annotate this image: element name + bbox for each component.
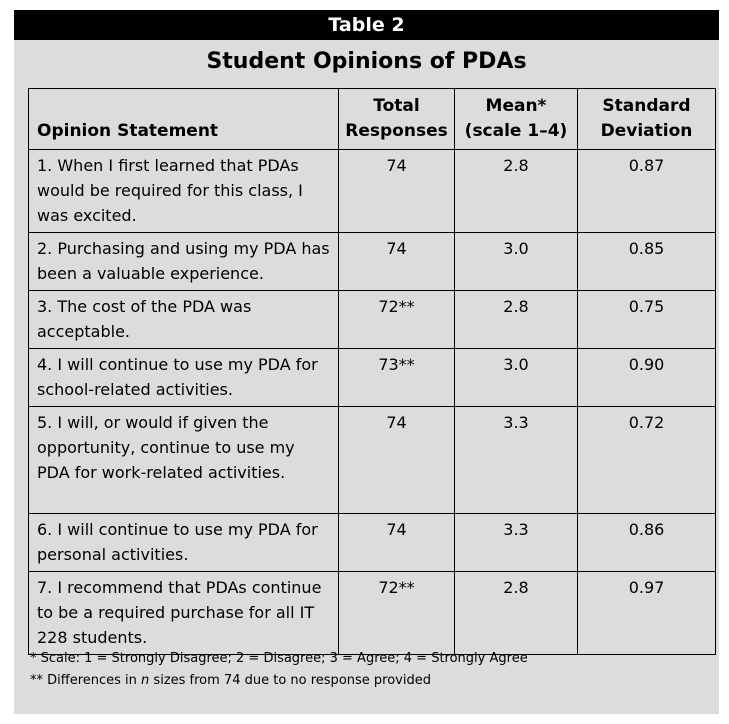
sample-size-note-n: n xyxy=(141,673,150,688)
total-responses-cell: 72** xyxy=(339,572,455,655)
table-row xyxy=(29,291,716,349)
total-responses-cell: 73** xyxy=(339,349,455,407)
opinion-statement-cell: 6. I will continue to use my PDA for personal activities. xyxy=(29,514,339,572)
total-responses-cell: 74 xyxy=(339,407,455,514)
header-row xyxy=(29,89,716,150)
table-row xyxy=(29,572,716,655)
mean-cell: 3.0 xyxy=(455,349,578,407)
standard-deviation-cell: 0.86 xyxy=(578,514,716,572)
standard-deviation-cell: 0.72 xyxy=(578,407,716,514)
opinion-statement-cell: 1. When I first learned that PDAs would be required for this class, I was excited. xyxy=(29,150,339,233)
total-responses-cell: 72** xyxy=(339,291,455,349)
mean-cell: 2.8 xyxy=(455,291,578,349)
sample-size-note-suffix: sizes from 74 due to no response provided xyxy=(149,673,431,688)
total-responses-cell: 74 xyxy=(339,514,455,572)
table-title: Student Opinions of PDAs xyxy=(206,49,527,74)
standard-deviation-cell: 0.90 xyxy=(578,349,716,407)
mean-cell: 2.8 xyxy=(455,572,578,655)
table-row xyxy=(29,514,716,572)
header-sd-line-2: Deviation xyxy=(600,121,693,141)
standard-deviation-cell: 0.87 xyxy=(578,150,716,233)
sample-size-note xyxy=(30,670,528,692)
mean-cell: 3.3 xyxy=(455,407,578,514)
table-label: Table 2 xyxy=(14,10,719,40)
header-mean-line-1: Mean* xyxy=(485,96,547,116)
mean-cell: 2.8 xyxy=(455,150,578,233)
header-opinion-statement-text: Opinion Statement xyxy=(37,121,219,141)
opinion-statement-cell: 5. I will, or would if given the opportunity, continue to use my PDA for work-related activities. xyxy=(29,407,339,514)
standard-deviation-cell: 0.97 xyxy=(578,572,716,655)
total-responses-cell: 74 xyxy=(339,233,455,291)
opinion-statement-cell: 3. The cost of the PDA was acceptable. xyxy=(29,291,339,349)
header-standard-deviation xyxy=(578,89,716,150)
header-total-line-1: Total xyxy=(373,96,420,116)
table-row xyxy=(29,407,716,514)
total-responses-cell: 74 xyxy=(339,150,455,233)
opinion-statement-cell: 7. I recommend that PDAs continue to be a required purchase for all IT 228 students. xyxy=(29,572,339,655)
table-row xyxy=(29,150,716,233)
header-total-responses xyxy=(339,89,455,150)
header-opinion-statement xyxy=(29,89,339,150)
mean-cell: 3.3 xyxy=(455,514,578,572)
header-mean xyxy=(455,89,578,150)
opinion-statement-cell: 2. Purchasing and using my PDA has been a valuable experience. xyxy=(29,233,339,291)
table-notes xyxy=(30,648,528,692)
opinion-table xyxy=(28,88,716,655)
header-sd-line-1: Standard xyxy=(602,96,691,116)
mean-cell: 3.0 xyxy=(455,233,578,291)
header-mean-line-2: (scale 1–4) xyxy=(464,121,568,141)
standard-deviation-cell: 0.85 xyxy=(578,233,716,291)
opinion-statement-cell: 4. I will continue to use my PDA for school-related activities. xyxy=(29,349,339,407)
table-row xyxy=(29,233,716,291)
sample-size-note-prefix: ** Differences in xyxy=(30,673,142,688)
table-row xyxy=(29,349,716,407)
header-total-line-2: Responses xyxy=(345,121,448,141)
table-panel xyxy=(14,10,719,714)
standard-deviation-cell: 0.75 xyxy=(578,291,716,349)
scale-note: * Scale: 1 = Strongly Disagree; 2 = Disagree; 3 = Agree; 4 = Strongly Agree xyxy=(30,651,528,666)
